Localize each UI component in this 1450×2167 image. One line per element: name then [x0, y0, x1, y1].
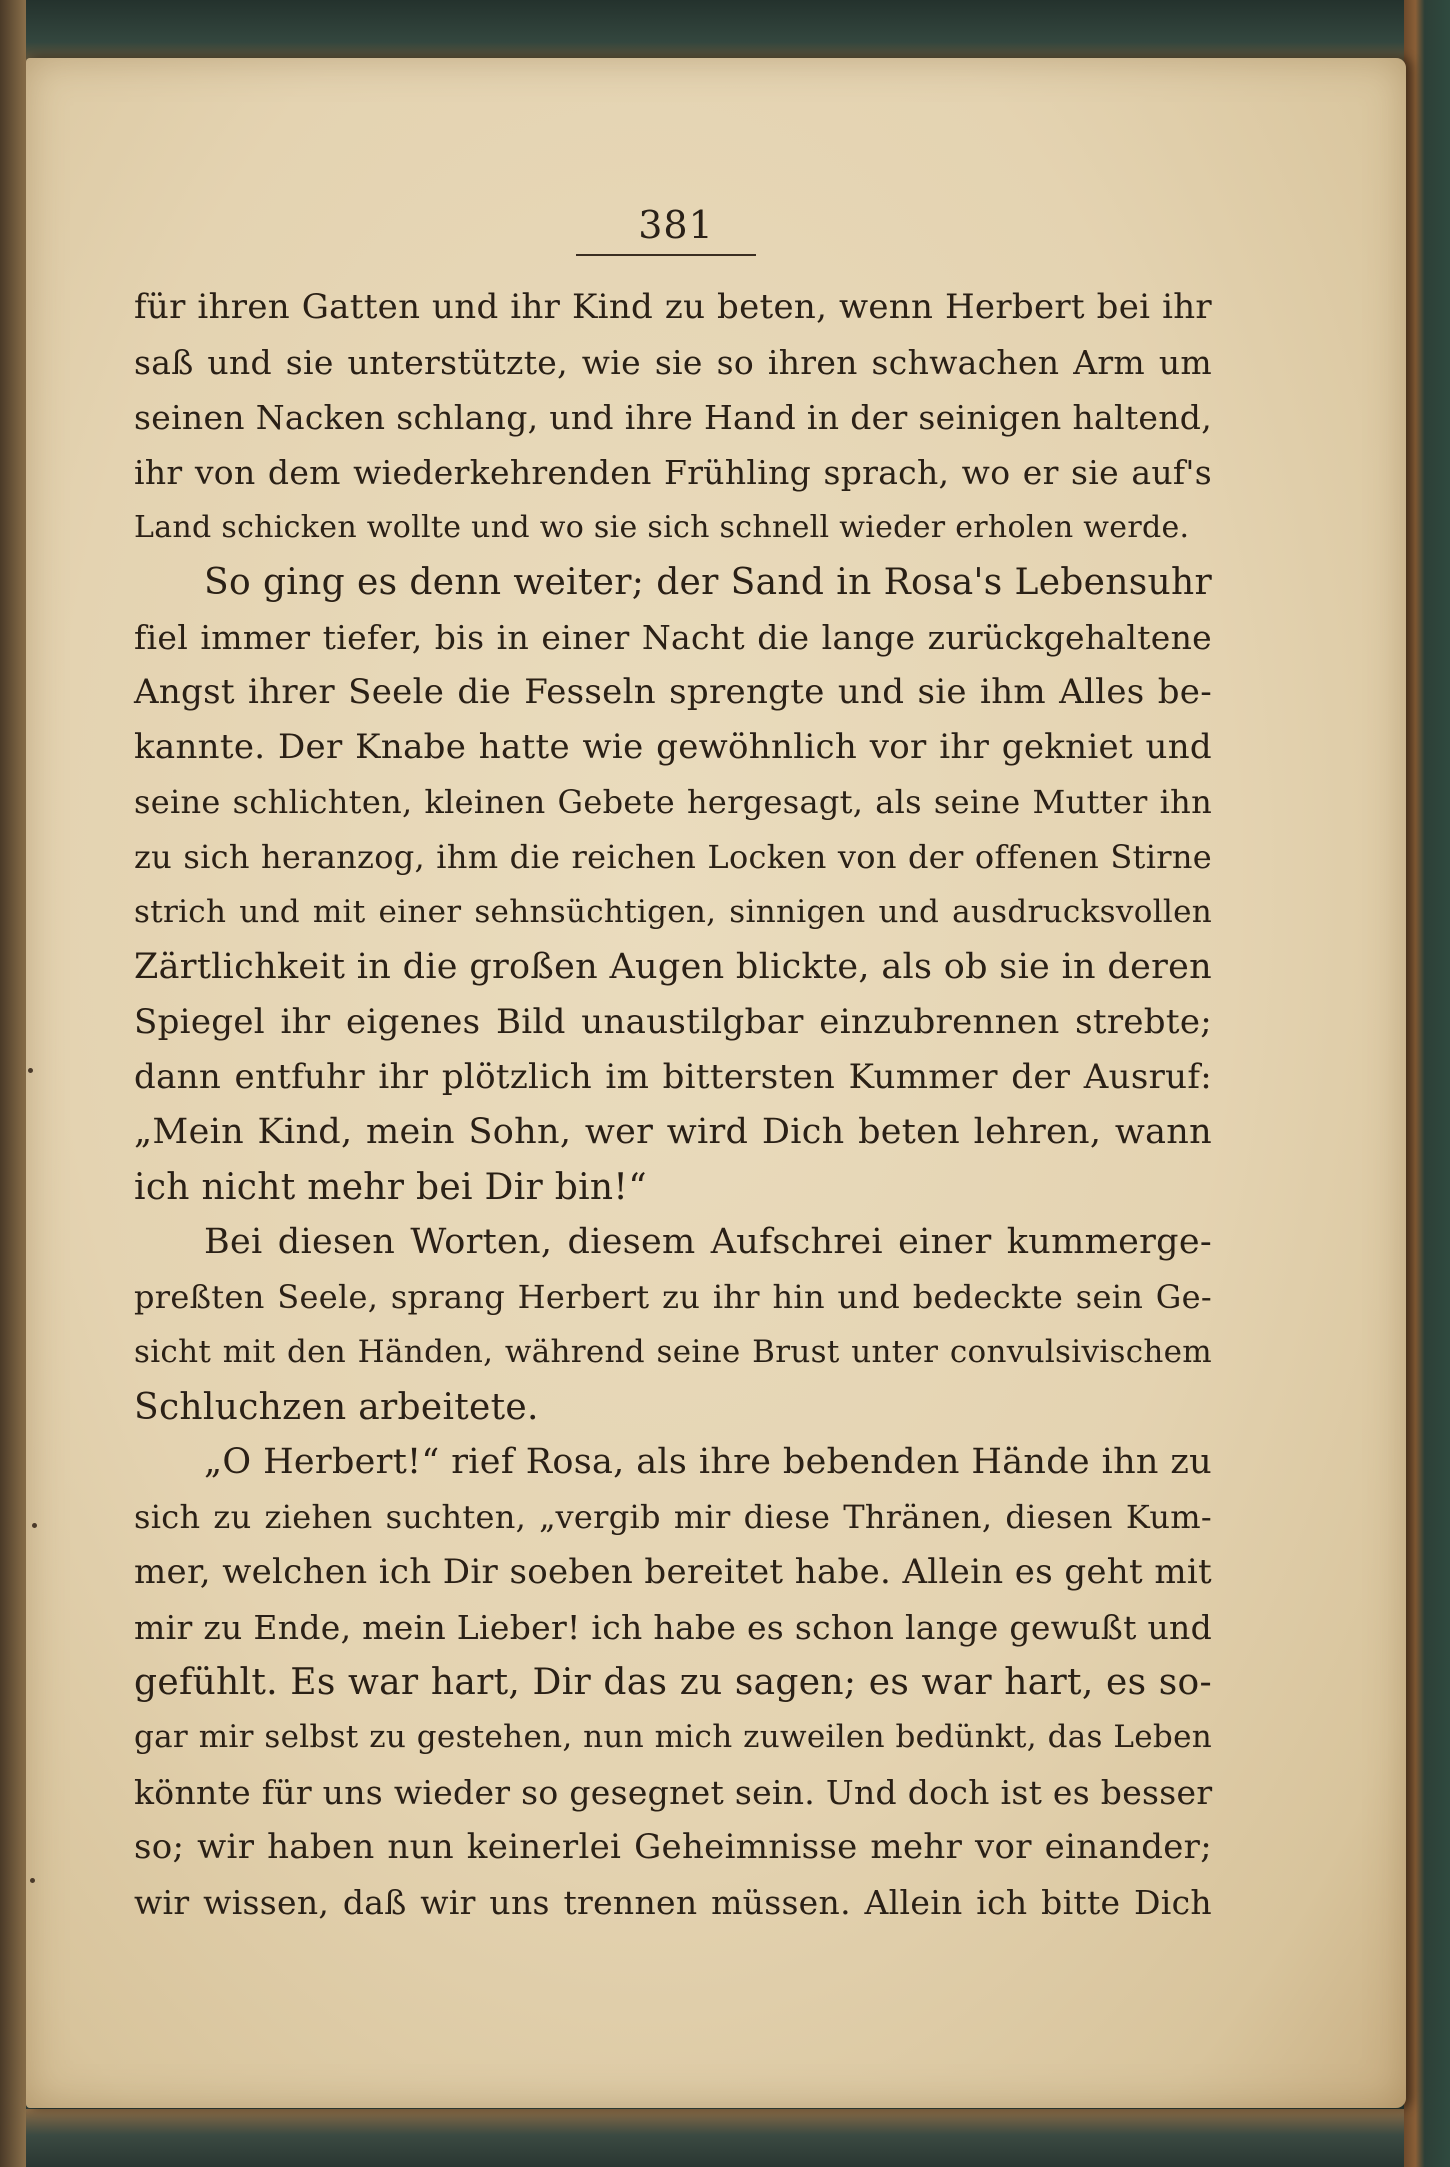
- text-line: fiel immer tiefer, bis in einer Nacht die lange zurückgehaltene: [134, 618, 1212, 657]
- text-line: wir wissen, daß wir uns trennen müssen. Allein ich bitte Dich: [134, 1883, 1212, 1922]
- text-line: Zärtlichkeit in die großen Augen blickte, als ob sie in deren: [134, 947, 1212, 987]
- text-line: Bei diesen Worten, diesem Aufschrei einer kummerge-: [204, 1222, 1212, 1262]
- page-number: 381: [638, 203, 714, 247]
- text-line: mer, welchen ich Dir soeben bereitet habe. Allein es geht mit: [134, 1552, 1212, 1592]
- cover-edge-bottom: [0, 2109, 1450, 2167]
- text-line: dann entfuhr ihr plötzlich im bittersten Kummer der Ausruf:: [134, 1057, 1212, 1097]
- text-line: „Mein Kind, mein Sohn, wer wird Dich beten lehren, wann: [134, 1112, 1212, 1152]
- text-line: für ihren Gatten und ihr Kind zu beten, wenn Herbert bei ihr: [134, 287, 1212, 327]
- page-number-rule: [576, 254, 756, 256]
- text-line: so; wir haben nun keinerlei Geheimnisse mehr vor einander;: [134, 1827, 1212, 1867]
- text-line: saß und sie unterstützte, wie sie so ihren schwachen Arm um: [134, 343, 1212, 382]
- body-text: [134, 280, 1212, 1930]
- text-line: kannte. Der Knabe hatte wie gewöhnlich vor ihr gekniet und: [134, 727, 1212, 767]
- text-line: Land schicken wollte und wo sie sich schnell wieder erholen werde.: [134, 510, 1190, 545]
- cover-edge-right: [1404, 0, 1450, 2167]
- text-line: strich und mit einer sehnsüchtigen, sinnigen und ausdrucksvollen: [134, 894, 1212, 930]
- text-line: „O Herbert!“ rief Rosa, als ihre bebenden Hände ihn zu: [204, 1442, 1212, 1482]
- text-line: sich zu ziehen suchten, „vergib mir diese Thränen, diesen Kum-: [134, 1498, 1212, 1536]
- ink-speck: [28, 1068, 33, 1073]
- text-line: Angst ihrer Seele die Fesseln sprengte und sie ihm Alles be-: [134, 672, 1212, 712]
- ink-speck: [30, 1878, 35, 1883]
- text-line: könnte für uns wieder so gesegnet sein. Und doch ist es besser: [134, 1773, 1213, 1812]
- text-line: seine schlichten, kleinen Gebete hergesagt, als seine Mutter ihn: [134, 783, 1212, 821]
- text-line: sicht mit den Händen, während seine Brust unter convulsivischem: [134, 1334, 1212, 1370]
- text-line: gefühlt. Es war hart, Dir das zu sagen; es war hart, es so-: [134, 1662, 1212, 1703]
- ink-speck: [32, 1523, 37, 1528]
- text-line: mir zu Ende, mein Lieber! ich habe es schon lange gewußt und: [134, 1608, 1212, 1647]
- text-line: ihr von dem wiederkehrenden Frühling sprach, wo er sie auf's: [134, 453, 1212, 492]
- text-line: preßten Seele, sprang Herbert zu ihr hin und bedeckte sein Ge-: [134, 1278, 1212, 1316]
- book-page: [26, 58, 1406, 2108]
- text-line: zu sich heranzog, ihm die reichen Locken von der offenen Stirne: [134, 838, 1212, 876]
- text-line: ich nicht mehr bei Dir bin!“: [134, 1167, 647, 1208]
- cover-edge-left: [0, 0, 26, 2167]
- text-line: gar mir selbst zu gestehen, nun mich zuweilen bedünkt, das Leben: [134, 1719, 1212, 1755]
- text-line: Spiegel ihr eigenes Bild unaustilgbar einzubrennen strebte;: [134, 1002, 1212, 1042]
- text-line: Schluchzen arbeitete.: [134, 1387, 539, 1428]
- text-line: seinen Nacken schlang, und ihre Hand in der seinigen haltend,: [134, 398, 1212, 437]
- text-line: So ging es denn weiter; der Sand in Rosa's Lebensuhr: [204, 562, 1212, 603]
